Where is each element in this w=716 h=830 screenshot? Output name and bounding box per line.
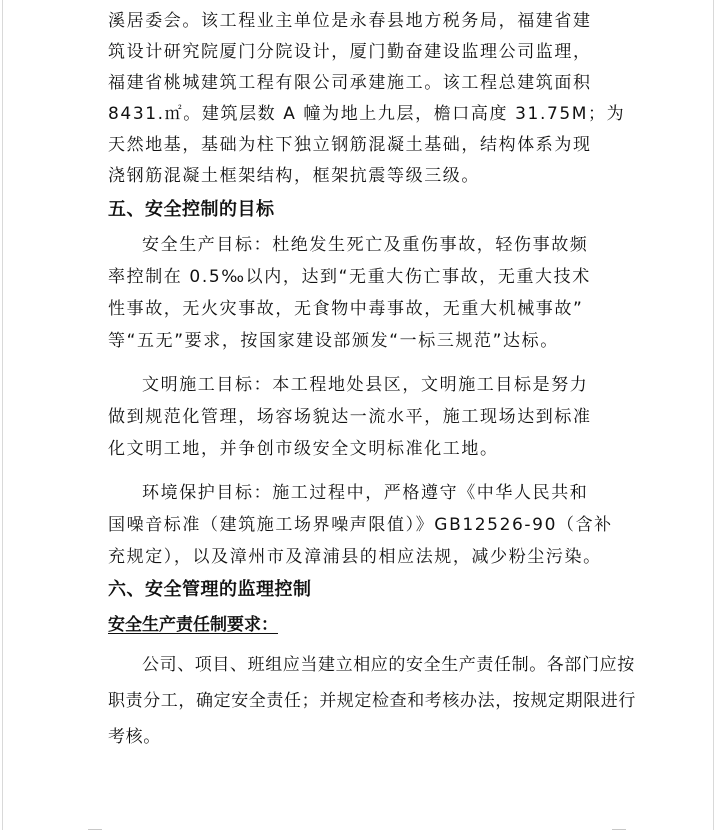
paragraph-line: 充规定），以及漳州市及漳浦县的相应法规，减少粉尘污染。 (108, 547, 602, 567)
intro-line: 8431.㎡。建筑层数 A 幢为地上九层，檐口高度 31.75M；为 (108, 104, 626, 124)
page-edge-left (2, 0, 3, 830)
paragraph-line: 公司、项目、班组应当建立相应的安全生产责任制。各部门应按 (142, 655, 635, 675)
intro-line: 天然地基，基础为柱下独立钢筋混凝土基础，结构体系为现 (108, 135, 592, 155)
paragraph-line: 率控制在 0.5‰以内，达到“无重大伤亡事故，无重大技术 (108, 267, 591, 287)
intro-line: 福建省桃城建筑工程有限公司承建施工。该工程总建筑面积 (108, 73, 592, 93)
subsection-heading: 安全生产责任制要求： (108, 615, 278, 635)
intro-line: 筑设计研究院厦门分院设计，厦门勤奋建设监理公司监理， (108, 42, 592, 62)
section-heading: 五、安全控制的目标 (108, 199, 275, 220)
paragraph-line: 等“五无”要求，按国家建设部颁发“一标三规范”达标。 (108, 331, 559, 351)
paragraph-line: 化文明工地，并争创市级安全文明标准化工地。 (108, 439, 499, 459)
paragraph-line: 国噪音标准（建筑施工场界噪声限值）》GB12526-90（含补 (108, 515, 613, 535)
intro-line: 溪居委会。该工程业主单位是永春县地方税务局，福建省建 (108, 11, 592, 31)
paragraph-line: 文明施工目标：本工程地处县区，文明施工目标是努力 (142, 375, 589, 395)
section-heading: 六、安全管理的监理控制 (108, 579, 312, 600)
paragraph-line: 安全生产目标：杜绝发生死亡及重伤事故，轻伤事故频 (142, 235, 589, 255)
intro-line: 浇钢筋混凝土框架结构，框架抗震等级三级。 (108, 166, 480, 186)
paragraph-line: 性事故，无火灾事故，无食物中毒事故，无重大机械事故” (108, 299, 584, 319)
paragraph-line: 职责分工，确定安全责任；并规定检查和考核办法，按规定期限进行 (108, 691, 636, 711)
paragraph-line: 做到规范化管理，场容场貌达一流水平，施工现场达到标准 (108, 407, 592, 427)
paragraph-line: 环境保护目标：施工过程中，严格遵守《中华人民共和 (142, 483, 589, 503)
page-edge-right (713, 0, 714, 830)
paragraph-line: 考核。 (108, 727, 161, 747)
